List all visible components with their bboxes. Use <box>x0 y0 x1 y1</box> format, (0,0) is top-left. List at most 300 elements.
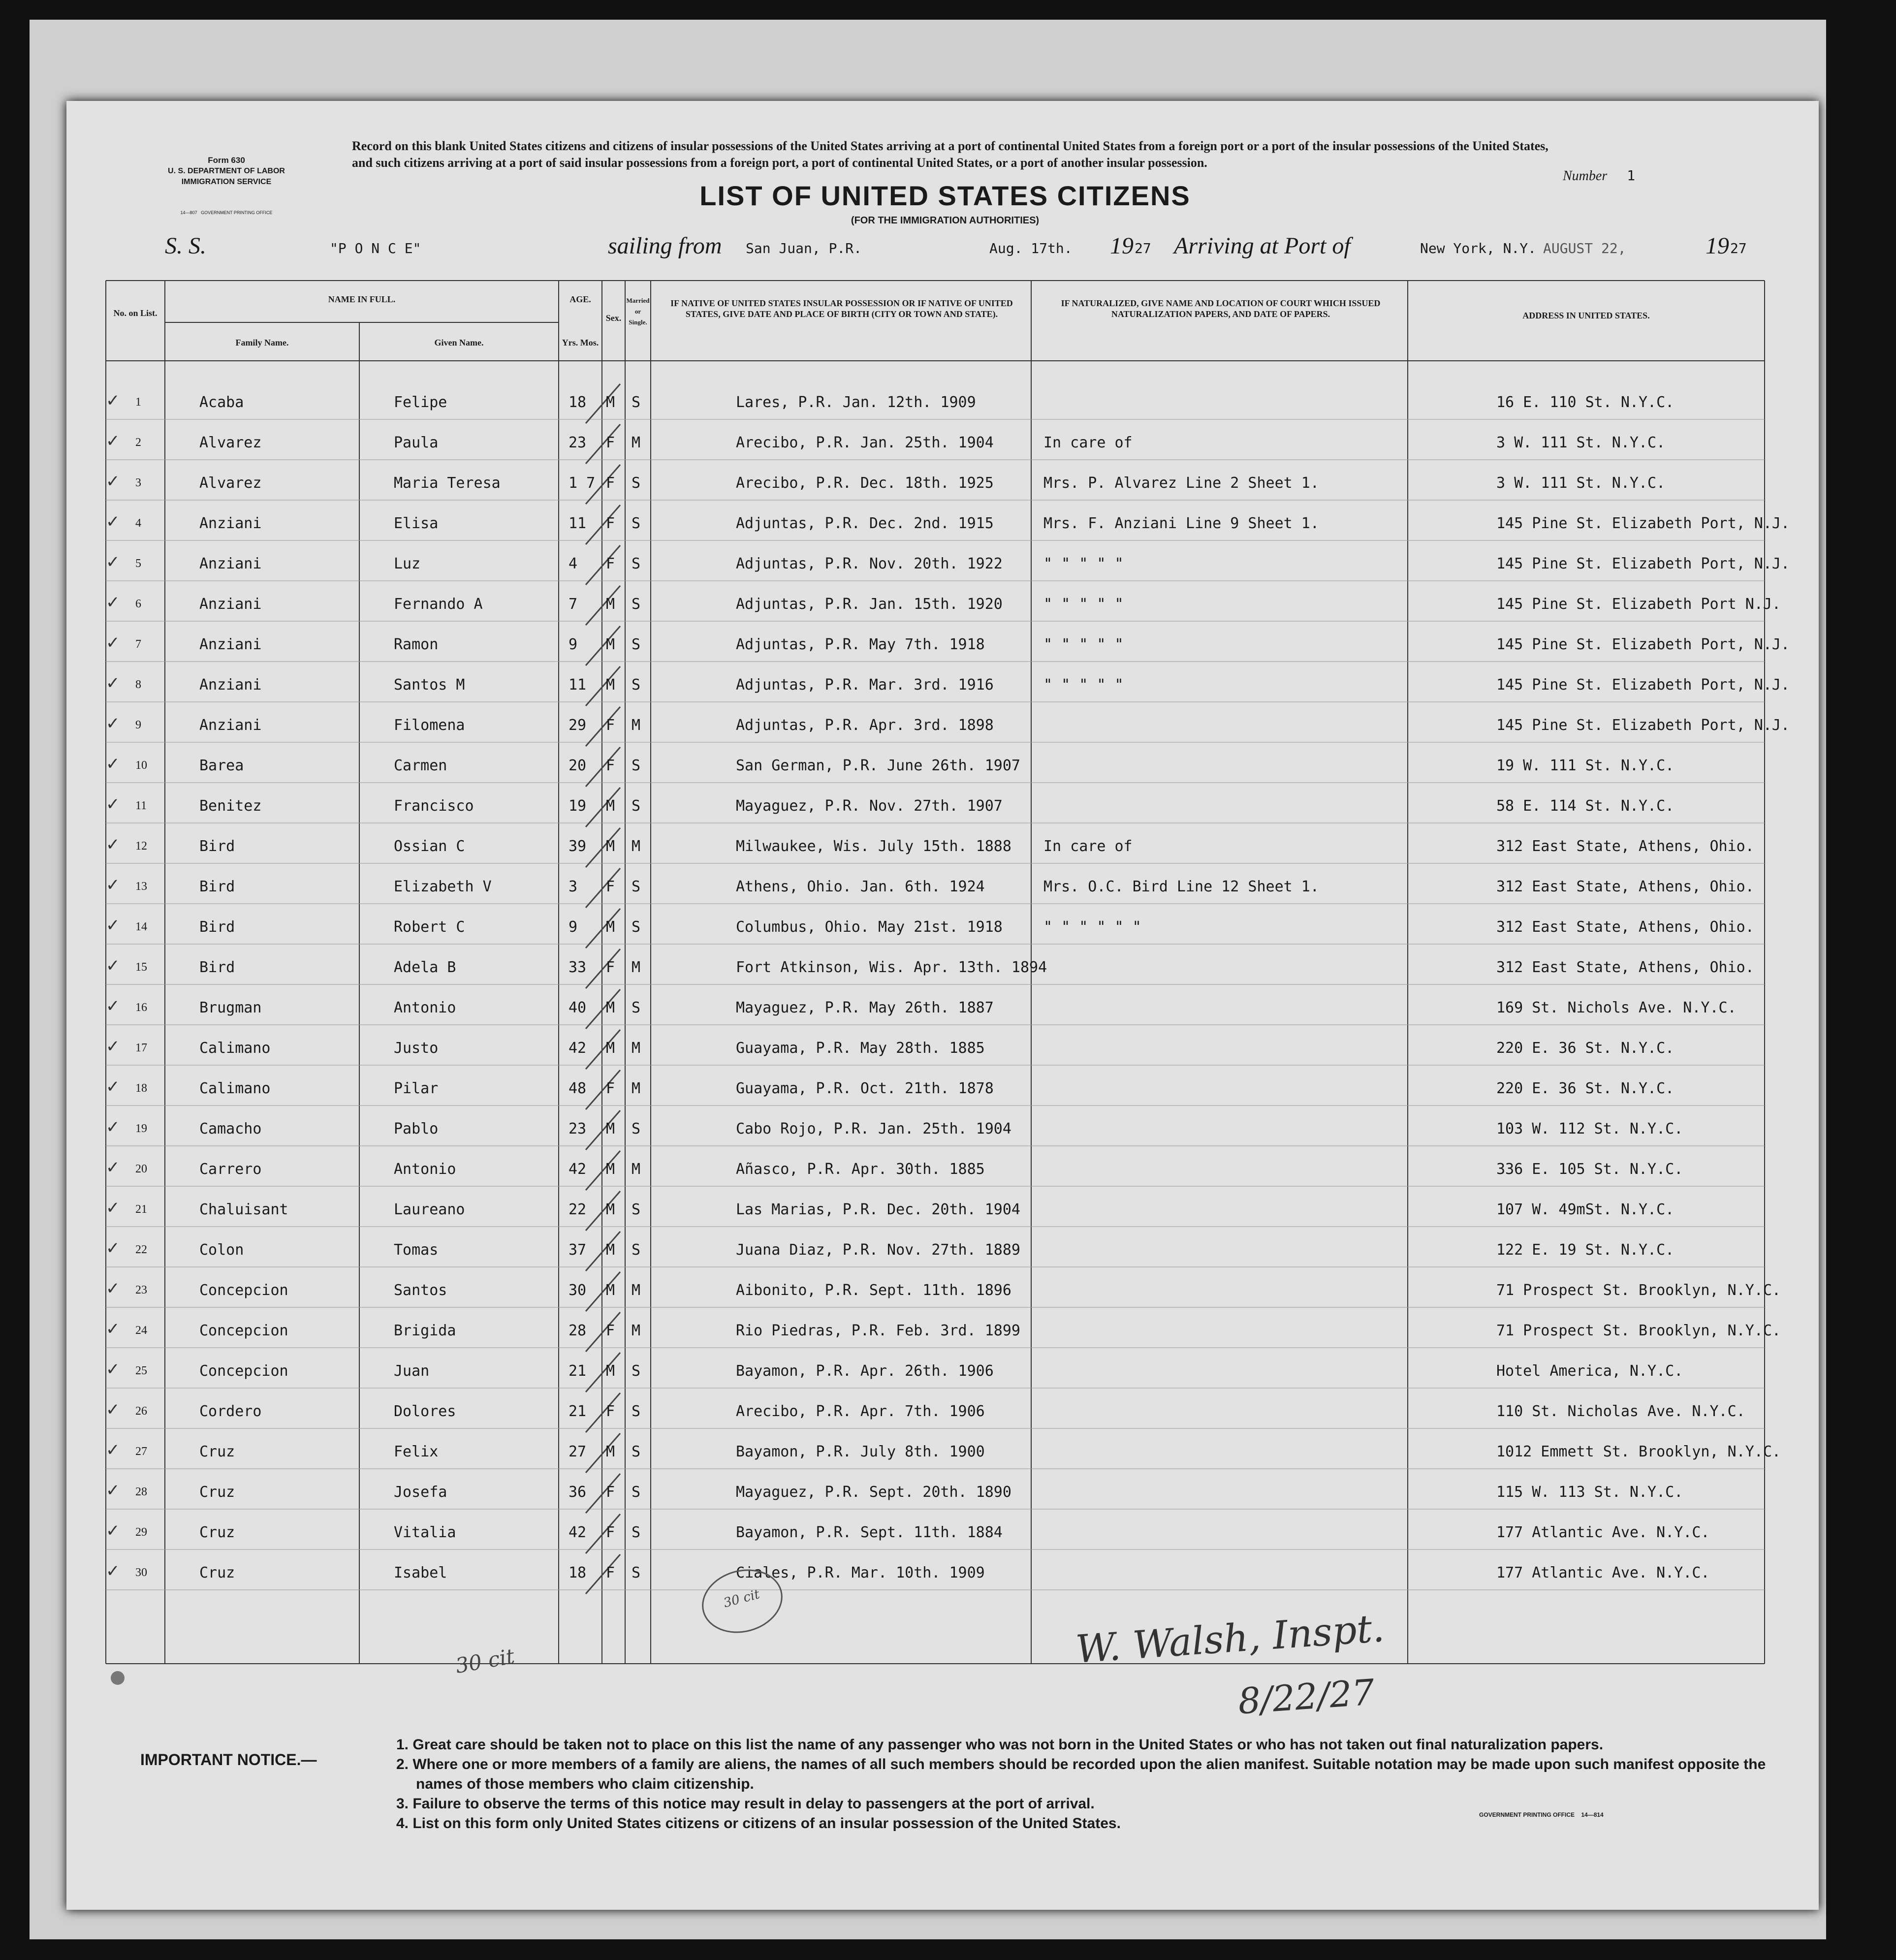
ship-name: "P O N C E" <box>330 240 421 256</box>
gpo-text: GOVERNMENT PRINTING OFFICE <box>201 210 273 215</box>
cell-sex: M <box>606 636 615 653</box>
cell-sex: F <box>606 717 615 734</box>
cell-given: Filomena <box>394 717 465 734</box>
cell-ms: M <box>632 1322 641 1339</box>
cell-sex: M <box>606 999 615 1016</box>
cell-age: 42 <box>569 1524 587 1541</box>
cell-family: Bird <box>199 838 235 855</box>
cell-addr: 312 East State, Athens, Ohio. <box>1496 838 1754 855</box>
cell-sex: F <box>606 878 615 895</box>
tally-slash <box>586 545 620 585</box>
cell-ms: S <box>632 1201 641 1218</box>
line-number: 1 <box>135 396 141 409</box>
cell-ms: S <box>632 1362 641 1380</box>
cell-ms: M <box>632 1161 641 1178</box>
cell-ms: M <box>632 434 641 451</box>
cell-age: 18 <box>569 394 587 411</box>
col-family-header: Family Name. <box>235 338 289 348</box>
tally-slash <box>586 828 620 867</box>
cell-age: 39 <box>569 838 587 855</box>
arriving-label: Arriving at Port of <box>1174 233 1351 259</box>
cell-addr: 3 W. 111 St. N.Y.C. <box>1496 434 1666 451</box>
cell-age: 19 <box>569 797 587 815</box>
cell-addr: 71 Prospect St. Brooklyn, N.Y.C. <box>1496 1282 1781 1299</box>
cell-birth: Fort Atkinson, Wis. Apr. 13th. 1894 <box>736 959 1047 976</box>
cell-sex: F <box>606 1484 615 1501</box>
tally-slash <box>586 1070 620 1109</box>
cell-birth: Las Marias, P.R. Dec. 20th. 1904 <box>736 1201 1020 1218</box>
tally-slash <box>586 707 620 746</box>
cell-addr: 145 Pine St. Elizabeth Port, N.J. <box>1496 515 1790 532</box>
cell-sex: M <box>606 394 615 411</box>
tally-slash <box>586 424 620 464</box>
tally-slash <box>586 1272 620 1311</box>
cell-age: 33 <box>569 959 587 976</box>
cell-given: Felix <box>394 1443 439 1460</box>
cell-family: Alvarez <box>199 434 262 451</box>
tally-slash <box>586 949 620 988</box>
tally-slash <box>586 586 620 625</box>
checkmark-icon: ✓ <box>106 1319 120 1339</box>
cell-sex: F <box>606 757 615 774</box>
cell-sex: M <box>606 1201 615 1218</box>
cell-birth: Ciales, P.R. Mar. 10th. 1909 <box>736 1564 985 1581</box>
col-sex-header: Sex. <box>605 313 622 323</box>
tally-slash <box>586 626 620 665</box>
cell-family: Acaba <box>199 394 244 411</box>
gpo-code: 14—807 <box>180 210 197 215</box>
checkmark-icon: ✓ <box>106 633 120 653</box>
cell-given: Adela B <box>394 959 456 976</box>
cell-ms: S <box>632 757 641 774</box>
cell-age: 28 <box>569 1322 587 1339</box>
notice-label: IMPORTANT NOTICE.— <box>140 1751 317 1769</box>
cell-birth: Columbus, Ohio. May 21st. 1918 <box>736 918 1003 936</box>
cell-sex: F <box>606 515 615 532</box>
page-title: LIST OF UNITED STATES CITIZENS <box>699 180 1191 211</box>
cell-addr: 220 E. 36 St. N.Y.C. <box>1496 1080 1675 1097</box>
cell-nat: " " " " " <box>1043 676 1124 694</box>
cell-age: 40 <box>569 999 587 1016</box>
cell-birth: Rio Piedras, P.R. Feb. 3rd. 1899 <box>736 1322 1020 1339</box>
cell-birth: Adjuntas, P.R. Jan. 15th. 1920 <box>736 596 1003 613</box>
cell-age: 42 <box>569 1161 587 1178</box>
cell-family: Chaluisant <box>199 1201 288 1218</box>
line-number: 9 <box>135 719 141 731</box>
col-naturalized-header: IF NATURALIZED, GIVE NAME AND LOCATION OF COURT WHICH ISSUED NATURALIZATION PAPERS, AND DATE OF PAPERS. <box>1061 298 1381 319</box>
cell-sex: M <box>606 1241 615 1259</box>
cell-given: Tomas <box>394 1241 439 1259</box>
cell-sex: F <box>606 1403 615 1420</box>
line-number: 15 <box>135 961 147 974</box>
checkmark-icon: ✓ <box>106 673 120 693</box>
cell-given: Isabel <box>394 1564 447 1581</box>
cell-age: 21 <box>569 1362 587 1380</box>
inspector-signature: W. Walsh, Inspt. <box>1074 1606 1386 1672</box>
cell-ms: M <box>632 959 641 976</box>
line-number: 2 <box>135 436 141 449</box>
col-married-header: Married or Single. <box>626 297 650 326</box>
tally-slash <box>586 1312 620 1352</box>
line-number: 3 <box>135 476 141 489</box>
cell-family: Benitez <box>199 797 262 815</box>
cell-birth: Bayamon, P.R. July 8th. 1900 <box>736 1443 985 1460</box>
tally-slash <box>586 1030 620 1069</box>
cell-given: Felipe <box>394 394 447 411</box>
cell-given: Dolores <box>394 1403 456 1420</box>
cell-ms: S <box>632 1241 641 1259</box>
cell-given: Carmen <box>394 757 447 774</box>
checkmark-icon: ✓ <box>106 1198 120 1218</box>
cell-addr: 1012 Emmett St. Brooklyn, N.Y.C. <box>1496 1443 1781 1460</box>
cell-age: 36 <box>569 1484 587 1501</box>
cell-birth: Arecibo, P.R. Apr. 7th. 1906 <box>736 1403 985 1420</box>
cell-family: Barea <box>199 757 244 774</box>
cell-sex: F <box>606 434 615 451</box>
checkmark-icon: ✓ <box>106 391 120 411</box>
line-number: 11 <box>135 799 147 812</box>
tally-slash <box>586 384 620 423</box>
cell-age: 21 <box>569 1403 587 1420</box>
cell-birth: Adjuntas, P.R. Mar. 3rd. 1916 <box>736 676 994 694</box>
cell-given: Santos <box>394 1282 447 1299</box>
cell-ms: S <box>632 1564 641 1581</box>
cell-family: Anziani <box>199 515 262 532</box>
cell-birth: Adjuntas, P.R. Apr. 3rd. 1898 <box>736 717 994 734</box>
checkmark-icon: ✓ <box>106 794 120 814</box>
cell-family: Anziani <box>199 596 262 613</box>
cell-birth: Guayama, P.R. May 28th. 1885 <box>736 1040 985 1057</box>
checkmark-icon: ✓ <box>106 1359 120 1379</box>
col-name-header: NAME IN FULL. <box>328 294 396 304</box>
cell-addr: 145 Pine St. Elizabeth Port, N.J. <box>1496 717 1790 734</box>
cell-birth: Juana Diaz, P.R. Nov. 27th. 1889 <box>736 1241 1020 1259</box>
cell-addr: 16 E. 110 St. N.Y.C. <box>1496 394 1675 411</box>
cell-age: 4 <box>569 555 578 572</box>
cell-addr: 110 St. Nicholas Ave. N.Y.C. <box>1496 1403 1745 1420</box>
cell-given: Brigida <box>394 1322 456 1339</box>
checkmark-icon: ✓ <box>106 593 120 612</box>
cell-age: 18 <box>569 1564 587 1581</box>
sailing-label: sailing from <box>608 233 722 259</box>
line-number: 27 <box>135 1445 147 1458</box>
cell-given: Ramon <box>394 636 439 653</box>
checkmark-icon: ✓ <box>106 472 120 491</box>
cell-family: Camacho <box>199 1120 262 1138</box>
cell-addr: 145 Pine St. Elizabeth Port, N.J. <box>1496 676 1790 694</box>
cell-age: 1 7 <box>569 474 596 492</box>
number-value: 1 <box>1627 167 1636 184</box>
cell-ms: S <box>632 1524 641 1541</box>
cell-nat: Mrs. P. Alvarez Line 2 Sheet 1. <box>1043 474 1319 492</box>
cell-family: Cruz <box>199 1524 235 1541</box>
cell-addr: 3 W. 111 St. N.Y.C. <box>1496 474 1666 492</box>
cell-given: Francisco <box>394 797 474 815</box>
cell-given: Antonio <box>394 1161 456 1178</box>
cell-given: Josefa <box>394 1484 447 1501</box>
cell-age: 27 <box>569 1443 587 1460</box>
cell-addr: 145 Pine St. Elizabeth Port, N.J. <box>1496 555 1790 572</box>
cell-age: 11 <box>569 515 587 532</box>
cell-ms: M <box>632 1080 641 1097</box>
cell-birth: Arecibo, P.R. Jan. 25th. 1904 <box>736 434 994 451</box>
tally-slash <box>586 989 620 1029</box>
depart-year: 27 <box>1135 240 1151 256</box>
cell-family: Cruz <box>199 1564 235 1581</box>
cell-sex: M <box>606 1362 615 1380</box>
cell-sex: F <box>606 474 615 492</box>
cell-given: Juan <box>394 1362 430 1380</box>
cell-ms: S <box>632 999 641 1016</box>
notice-gpo-code: 14—814 <box>1581 1811 1604 1818</box>
cell-given: Luz <box>394 555 421 572</box>
checkmark-icon: ✓ <box>106 1521 120 1541</box>
checkmark-icon: ✓ <box>106 1481 120 1500</box>
cell-addr: 58 E. 114 St. N.Y.C. <box>1496 797 1675 815</box>
line-number: 24 <box>135 1324 147 1337</box>
cell-birth: San German, P.R. June 26th. 1907 <box>736 757 1020 774</box>
citizen-count-stamp: 30 cit <box>695 1561 790 1642</box>
cell-nat: In care of <box>1043 434 1133 451</box>
cell-sex: F <box>606 1564 615 1581</box>
cell-ms: S <box>632 878 641 895</box>
cell-ms: S <box>632 636 641 653</box>
cell-family: Anziani <box>199 636 262 653</box>
cell-family: Carrero <box>199 1161 262 1178</box>
cell-birth: Guayama, P.R. Oct. 21th. 1878 <box>736 1080 994 1097</box>
line-number: 6 <box>135 598 141 610</box>
checkmark-icon: ✓ <box>106 431 120 451</box>
cell-ms: S <box>632 596 641 613</box>
arrival-year: 27 <box>1730 240 1747 256</box>
cell-age: 29 <box>569 717 587 734</box>
cell-sex: F <box>606 1080 615 1097</box>
cell-addr: 336 E. 105 St. N.Y.C. <box>1496 1161 1683 1178</box>
cell-age: 23 <box>569 1120 587 1138</box>
cell-given: Justo <box>394 1040 439 1057</box>
cell-birth: Bayamon, P.R. Sept. 11th. 1884 <box>736 1524 1003 1541</box>
line-number: 7 <box>135 638 141 651</box>
checkmark-icon: ✓ <box>106 1077 120 1097</box>
cell-nat: " " " " " <box>1043 636 1124 653</box>
checkmark-icon: ✓ <box>106 956 120 976</box>
line-number: 17 <box>135 1042 147 1054</box>
cell-addr: 122 E. 19 St. N.Y.C. <box>1496 1241 1675 1259</box>
cell-family: Concepcion <box>199 1362 288 1380</box>
cell-ms: S <box>632 515 641 532</box>
cell-nat: Mrs. F. Anziani Line 9 Sheet 1. <box>1043 515 1319 532</box>
notice-item: 1. Great care should be taken not to place on this list the name of any passenger who was not born in the United States or who has not taken out final naturalization papers. <box>396 1737 1604 1753</box>
cell-birth: Mayaguez, P.R. May 26th. 1887 <box>736 999 994 1016</box>
line-number: 23 <box>135 1284 147 1296</box>
cell-birth: Aibonito, P.R. Sept. 11th. 1896 <box>736 1282 1011 1299</box>
cell-family: Cordero <box>199 1403 262 1420</box>
cell-given: Elizabeth V <box>394 878 492 895</box>
cell-ms: S <box>632 1443 641 1460</box>
notice-item: 4. List on this form only United States citizens or citizens of an insular possession of the United States. <box>396 1815 1121 1832</box>
checkmark-icon: ✓ <box>106 916 120 935</box>
department: U. S. DEPARTMENT OF LABOR <box>168 167 285 175</box>
cell-ms: M <box>632 838 641 855</box>
checkmark-icon: ✓ <box>106 1440 120 1460</box>
cell-sex: M <box>606 1040 615 1057</box>
cell-family: Bird <box>199 878 235 895</box>
cell-birth: Mayaguez, P.R. Nov. 27th. 1907 <box>736 797 1003 815</box>
from-port: San Juan, P.R. <box>746 240 862 256</box>
tally-slash <box>586 1514 620 1553</box>
cell-addr: 103 W. 112 St. N.Y.C. <box>1496 1120 1683 1138</box>
cell-sex: M <box>606 1120 615 1138</box>
cell-birth: Mayaguez, P.R. Sept. 20th. 1890 <box>736 1484 1011 1501</box>
cell-age: 11 <box>569 676 587 694</box>
checkmark-icon: ✓ <box>106 1279 120 1298</box>
cell-sex: M <box>606 1443 615 1460</box>
arrival-year-prefix: 19 <box>1706 233 1729 259</box>
cell-addr: 145 Pine St. Elizabeth Port N.J. <box>1496 596 1781 613</box>
checkmark-icon: ✓ <box>106 512 120 532</box>
cell-given: Fernando A <box>394 596 483 613</box>
cell-age: 22 <box>569 1201 587 1218</box>
cell-age: 9 <box>569 918 578 936</box>
cell-family: Concepcion <box>199 1282 288 1299</box>
cell-family: Calimano <box>199 1080 271 1097</box>
tally-slash <box>586 1433 620 1473</box>
cell-sex: M <box>606 838 615 855</box>
cell-addr: 107 W. 49mSt. N.Y.C. <box>1496 1201 1675 1218</box>
cell-family: Bird <box>199 959 235 976</box>
tally-slash <box>586 909 620 948</box>
cell-ms: S <box>632 474 641 492</box>
cell-ms: S <box>632 394 641 411</box>
cell-family: Bird <box>199 918 235 936</box>
cell-addr: 71 Prospect St. Brooklyn, N.Y.C. <box>1496 1322 1781 1339</box>
cell-sex: F <box>606 555 615 572</box>
cell-family: Concepcion <box>199 1322 288 1339</box>
cell-age: 42 <box>569 1040 587 1057</box>
cell-birth: Adjuntas, P.R. May 7th. 1918 <box>736 636 985 653</box>
cell-given: Laureano <box>394 1201 465 1218</box>
cell-addr: 177 Atlantic Ave. N.Y.C. <box>1496 1564 1710 1581</box>
line-number: 13 <box>135 880 147 893</box>
cell-sex: F <box>606 1322 615 1339</box>
tally-slash <box>586 747 620 787</box>
cell-sex: M <box>606 918 615 936</box>
cell-addr: 312 East State, Athens, Ohio. <box>1496 959 1754 976</box>
cell-birth: Adjuntas, P.R. Nov. 20th. 1922 <box>736 555 1003 572</box>
cell-given: Vitalia <box>394 1524 456 1541</box>
checkmark-icon: ✓ <box>106 1400 120 1420</box>
cell-given: Elisa <box>394 515 439 532</box>
cell-addr: 312 East State, Athens, Ohio. <box>1496 878 1754 895</box>
col-yrsmos-header: Yrs. Mos. <box>562 338 599 348</box>
line-number: 4 <box>135 517 141 530</box>
notice-item: 3. Failure to observe the terms of this notice may result in delay to passengers at the port of arrival. <box>396 1796 1095 1812</box>
cell-sex: M <box>606 797 615 815</box>
col-no-header: No. on List. <box>113 308 158 318</box>
line-number: 28 <box>135 1486 147 1498</box>
cell-birth: Cabo Rojo, P.R. Jan. 25th. 1904 <box>736 1120 1011 1138</box>
depart-date: Aug. 17th. <box>989 240 1073 256</box>
checkmark-icon: ✓ <box>106 552 120 572</box>
cell-birth: Añasco, P.R. Apr. 30th. 1885 <box>736 1161 985 1178</box>
checkmark-icon: ✓ <box>106 714 120 733</box>
cell-family: Colon <box>199 1241 244 1259</box>
cell-family: Anziani <box>199 676 262 694</box>
cell-ms: M <box>632 1282 641 1299</box>
cell-ms: M <box>632 717 641 734</box>
cell-given: Ossian C <box>394 838 465 855</box>
cell-nat: " " " " " <box>1043 596 1124 613</box>
cell-family: Alvarez <box>199 474 262 492</box>
cell-age: 7 <box>569 596 578 613</box>
col-age-header: AGE. <box>569 294 591 304</box>
tally-slash <box>586 868 620 908</box>
record-instructions: Record on this blank United States citizens and citizens of insular possessions of the United States arriving at a port of continental United States from a foreign port or a port of the insular possessions of the United States, and such citizens arriving at a port of said insular possessions from a foreign port, a port of continental United States, or a port of another insular possession. <box>352 139 1548 170</box>
tally-slash <box>586 666 620 706</box>
punch-hole <box>111 1671 125 1685</box>
arrival-date: AUGUST 22, <box>1543 240 1626 256</box>
cell-addr: 115 W. 113 St. N.Y.C. <box>1496 1484 1683 1501</box>
cell-age: 48 <box>569 1080 587 1097</box>
cell-family: Calimano <box>199 1040 271 1057</box>
line-number: 21 <box>135 1203 147 1216</box>
cell-given: Maria Teresa <box>394 474 501 492</box>
ss-label: S. S. <box>165 233 206 259</box>
cell-family: Brugman <box>199 999 262 1016</box>
cell-age: 37 <box>569 1241 587 1259</box>
cell-ms: S <box>632 555 641 572</box>
cell-sex: M <box>606 676 615 694</box>
line-number: 5 <box>135 557 141 570</box>
cell-family: Anziani <box>199 555 262 572</box>
line-number: 20 <box>135 1163 147 1175</box>
checkmark-icon: ✓ <box>106 875 120 895</box>
tally-slash <box>586 788 620 827</box>
tally-slash <box>586 505 620 544</box>
cell-sex: M <box>606 596 615 613</box>
cell-age: 3 <box>569 878 578 895</box>
cell-age: 9 <box>569 636 578 653</box>
notice-gpo: GOVERNMENT PRINTING OFFICE <box>1479 1811 1575 1818</box>
cell-addr: 19 W. 111 St. N.Y.C. <box>1496 757 1675 774</box>
tally-slash <box>586 1474 620 1513</box>
cell-ms: M <box>632 1040 641 1057</box>
cell-given: Pablo <box>394 1120 439 1138</box>
cell-addr: 177 Atlantic Ave. N.Y.C. <box>1496 1524 1710 1541</box>
cell-ms: S <box>632 676 641 694</box>
cell-addr: 145 Pine St. Elizabeth Port, N.J. <box>1496 636 1790 653</box>
cell-age: 30 <box>569 1282 587 1299</box>
line-number: 14 <box>135 920 147 933</box>
tally-slash <box>586 1393 620 1432</box>
cell-sex: F <box>606 1524 615 1541</box>
cell-ms: S <box>632 918 641 936</box>
service: IMMIGRATION SERVICE <box>181 178 272 186</box>
number-label: Number <box>1563 168 1608 184</box>
cell-family: Cruz <box>199 1484 235 1501</box>
tally-slash <box>586 1353 620 1392</box>
cell-ms: S <box>632 1403 641 1420</box>
col-address-header: ADDRESS IN UNITED STATES. <box>1522 311 1650 320</box>
cell-addr: 312 East State, Athens, Ohio. <box>1496 918 1754 936</box>
checkmark-icon: ✓ <box>106 1561 120 1581</box>
year-prefix: 19 <box>1110 233 1134 259</box>
cell-ms: S <box>632 1484 641 1501</box>
cell-given: Antonio <box>394 999 456 1016</box>
checkmark-icon: ✓ <box>106 1037 120 1056</box>
signature-date: 8/22/27 <box>1236 1671 1376 1722</box>
checkmark-icon: ✓ <box>106 835 120 854</box>
